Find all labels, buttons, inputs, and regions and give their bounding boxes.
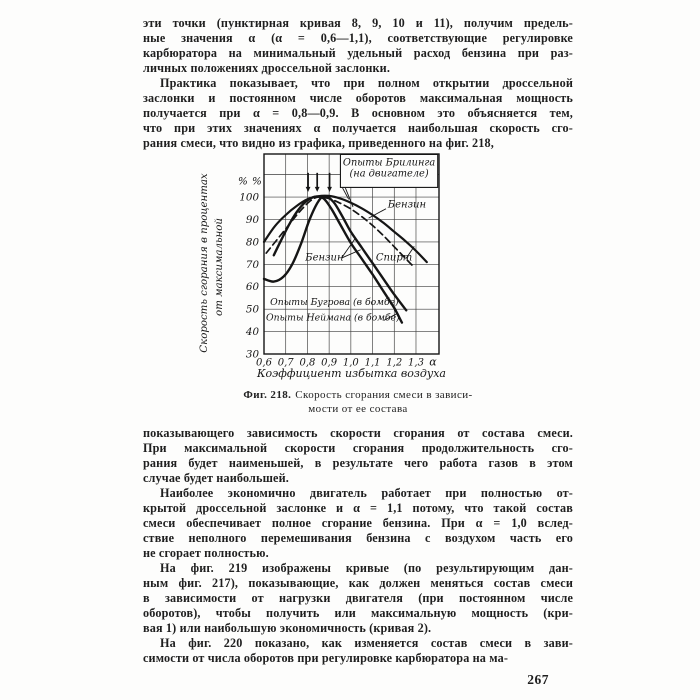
body-line: ствие неполного перемешивания бензина с воздухом часть его (143, 531, 573, 545)
curve-label-0: Бензин (387, 199, 427, 211)
body-line: Практика показывает, что при полном открытии дроссельной (160, 76, 573, 90)
x-tick-label: 1,2 (386, 357, 403, 369)
body-line: рания будет наименьшей, в результате чего работа газов в этом (143, 456, 573, 470)
y-tick-label: 60 (245, 281, 259, 294)
peak-arrow-head (306, 187, 311, 192)
x-tick-label: 0,6 (256, 357, 272, 369)
x-tick-label: 0,8 (299, 357, 316, 369)
percent-sign: % (252, 175, 262, 188)
figure-218 (143, 146, 573, 416)
figure-caption-line2: мости от ее состава (308, 403, 408, 415)
x-tick-label: 1,1 (364, 357, 381, 369)
y-tick-label: 100 (239, 191, 259, 204)
body-line: рания смеси, что видно из графика, приведенного на фиг. 218, (143, 136, 494, 150)
figure-caption (208, 388, 508, 416)
body-line: При максимальной скорости сгорания продолжительность сго- (143, 441, 573, 455)
body-line: смеси обеспечивает полное сгорание бензина. При α = 1,0 вслед- (143, 516, 573, 530)
body-line: ные значения α (α = 0,6—1,1), соответствующие регулировке (143, 31, 573, 45)
figure-number: Фиг. 218. (243, 389, 292, 401)
fig218-chart (190, 146, 460, 386)
body-line: На фиг. 219 изображены кривые (по результирующим дан- (160, 561, 573, 575)
body-line: случае будет наибольшей. (143, 471, 289, 485)
y-tick-label: 40 (245, 326, 259, 339)
page-number: 267 (527, 672, 549, 687)
y-tick-label: 90 (245, 213, 259, 226)
body-line: эти точки (пунктирная кривая 8, 9, 10 и 11), получим предель- (143, 16, 573, 30)
y-tick-label: 80 (245, 236, 259, 249)
paragraph (143, 636, 573, 666)
x-tick-label: 0,7 (277, 357, 294, 369)
peak-arrow-head (327, 187, 332, 192)
body-line: заслонки и постоянном числе оборотов максимальная мощность (143, 91, 573, 105)
body-line: в зависимости от нагрузки двигателя (при постоянном числе (143, 591, 573, 605)
curve-label-1: Бензин (305, 252, 344, 264)
x-tick-label: 1,0 (342, 357, 359, 369)
body-line: получается при α = 0,8—0,9. В основном это объясняется тем, (143, 106, 573, 120)
body-line: крытой дроссельной заслонке и α = 1,1 потому, что такой состав (143, 501, 573, 515)
body-line: Наиболее экономично двигатель работает при полностью от- (160, 486, 573, 500)
curve-label-2: Спирт (375, 252, 413, 264)
body-line: личных положениях дроссельной заслонки. (143, 61, 391, 75)
body-line: симости от числа оборотов при регулировке карбюратора на ма- (143, 651, 509, 665)
curve-label-4: Опыты Неймана (в бомбе) (265, 312, 400, 324)
y-axis-title-line2: от максимальной (214, 218, 225, 316)
body-line: На фиг. 220 показано, как изменяется состав смеси в зави- (160, 636, 573, 650)
body-line: оборотов), чтобы получить или максимальную мощность (кри- (143, 606, 573, 620)
paragraph (143, 426, 573, 486)
body-text-top (143, 16, 573, 151)
x-unit-alpha: α (429, 355, 437, 369)
text-column (143, 16, 573, 688)
figure-caption-line1: Скорость сгорания смеси в зависи- (295, 389, 473, 401)
peak-arrow-head (315, 187, 320, 192)
body-line: ным фиг. 217), показывающие, как должен меняться состав смеси (143, 576, 573, 590)
paragraph (143, 76, 573, 151)
paragraph (143, 486, 573, 561)
y-tick-label: 30 (245, 348, 259, 361)
percent-sign: % (238, 175, 248, 188)
x-tick-label: 1,3 (408, 357, 424, 369)
body-line: карбюратора на минимальный удельный расход бензина при раз- (143, 46, 573, 60)
paragraph (143, 16, 573, 76)
body-line: что при этих значениях α получается наибольшая скорость сго- (143, 121, 573, 135)
body-text-bottom (143, 426, 573, 666)
y-tick-label: 70 (245, 258, 259, 271)
body-line: показывающего зависимость скорости сгорания от состава смеси. (143, 426, 573, 440)
y-tick-label: 50 (245, 303, 259, 316)
x-tick-label: 0,9 (321, 357, 338, 369)
y-axis-title-line1: Скорость сгорания в процентах (199, 173, 210, 353)
briling-label-line1: Опыты Брилинга (342, 157, 436, 169)
body-line: вая 1) или наибольшую экономичность (кривая 2). (143, 621, 432, 635)
curve-label-3: Опыты Бугрова (в бомбе) (270, 297, 399, 309)
x-axis-title: Коэффициент избытка воздуха (257, 367, 446, 380)
briling-label-line2: (на двигателе) (349, 168, 429, 180)
leader-line (345, 188, 353, 207)
paragraph (143, 561, 573, 636)
body-line: не сгорает полностью. (143, 546, 269, 560)
